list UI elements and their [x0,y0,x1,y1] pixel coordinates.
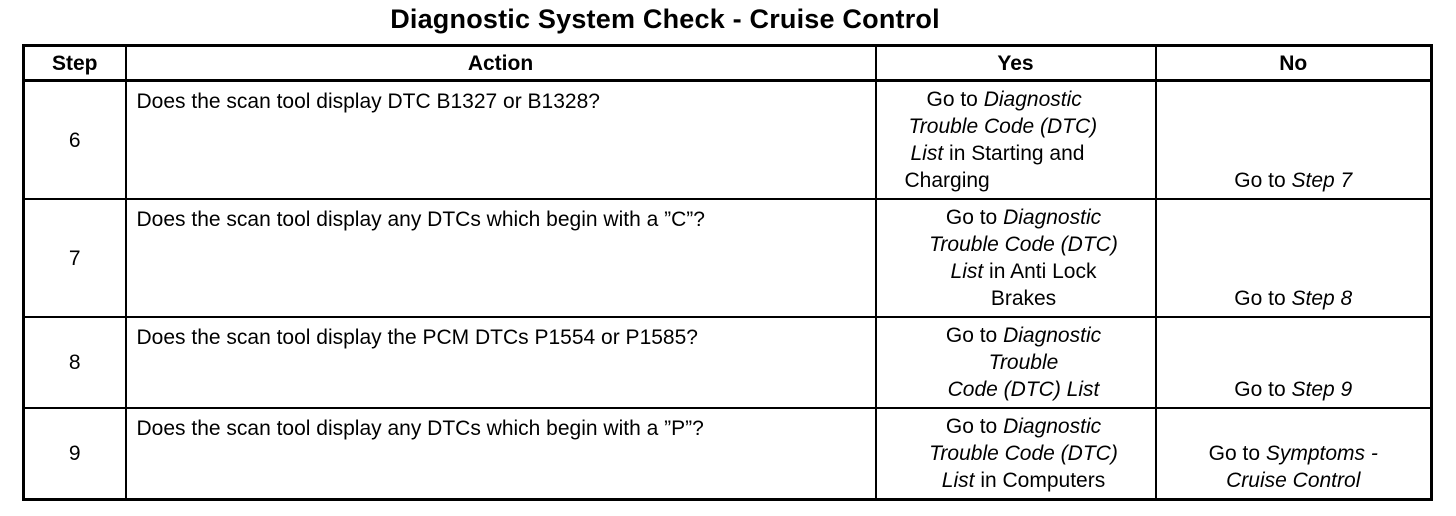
header-yes: Yes [876,46,1156,81]
yes-link-code-list[interactable]: Code (DTC) List [947,378,1100,401]
yes-link-diagnostic[interactable]: Diagnostic [983,88,1082,111]
yes-link-list[interactable]: List [950,260,984,283]
yes-section: in Computers [974,469,1106,492]
yes-link-trouble-code[interactable]: Trouble Code (DTC) [908,115,1098,138]
yes-link-trouble[interactable]: Trouble [988,351,1059,374]
yes-goto: Go to [945,415,1004,438]
action-text: Does the scan tool display the PCM DTCs P1554 or P1585? [126,317,876,408]
yes-link-list[interactable]: List [941,469,975,492]
no-cell [1156,199,1432,317]
action-text: Does the scan tool display any DTCs which begin with a ”P”? [126,408,876,500]
document-title: Diagnostic System Check - Cruise Control [390,4,940,34]
yes-goto: Go to [945,206,1004,229]
step-number: 8 [24,317,126,408]
header-step: Step [24,46,126,81]
action-text: Does the scan tool display any DTCs which begin with a ”C”? [126,199,876,317]
header-action: Action [126,46,876,81]
yes-section-cont: Charging [904,169,990,192]
yes-cell [876,81,1156,200]
yes-section: in Anti Lock [983,260,1097,283]
no-link-step[interactable]: Step 8 [1291,287,1353,310]
no-goto: Go to [1234,169,1292,192]
yes-section: in Starting and [943,142,1085,165]
table-row [24,317,1432,408]
table-row [24,81,1432,200]
yes-link-diagnostic[interactable]: Diagnostic [1003,206,1102,229]
yes-cell [876,408,1156,500]
yes-link-diagnostic[interactable]: Diagnostic [1003,415,1102,438]
yes-cell [876,317,1156,408]
yes-link-diagnostic[interactable]: Diagnostic [1003,324,1102,347]
no-goto: Go to [1208,442,1266,465]
no-cell [1156,317,1432,408]
yes-goto: Go to [926,88,984,111]
yes-link-list[interactable]: List [910,142,944,165]
no-cell [1156,81,1432,200]
yes-link-trouble-code[interactable]: Trouble Code (DTC) [929,442,1118,465]
diagnostic-table [22,44,1433,501]
no-link-step[interactable]: Step 9 [1291,378,1353,401]
step-number: 7 [24,199,126,317]
no-goto: Go to [1234,287,1292,310]
no-link-cruise-control[interactable]: Cruise Control [1226,469,1361,492]
table-row [24,408,1432,500]
header-row [24,46,1432,81]
yes-goto: Go to [945,324,1004,347]
no-goto: Go to [1234,378,1292,401]
no-cell [1156,408,1432,500]
step-number: 9 [24,408,126,500]
no-link-symptoms[interactable]: Symptoms - [1265,442,1378,465]
header-no: No [1156,46,1432,81]
yes-cell [876,199,1156,317]
action-text: Does the scan tool display DTC B1327 or B1328? [126,81,876,200]
no-link-step[interactable]: Step 7 [1291,169,1353,192]
yes-section-cont: Brakes [990,287,1057,310]
step-number: 6 [24,81,126,200]
table-row [24,199,1432,317]
yes-link-trouble-code[interactable]: Trouble Code (DTC) [929,233,1118,256]
